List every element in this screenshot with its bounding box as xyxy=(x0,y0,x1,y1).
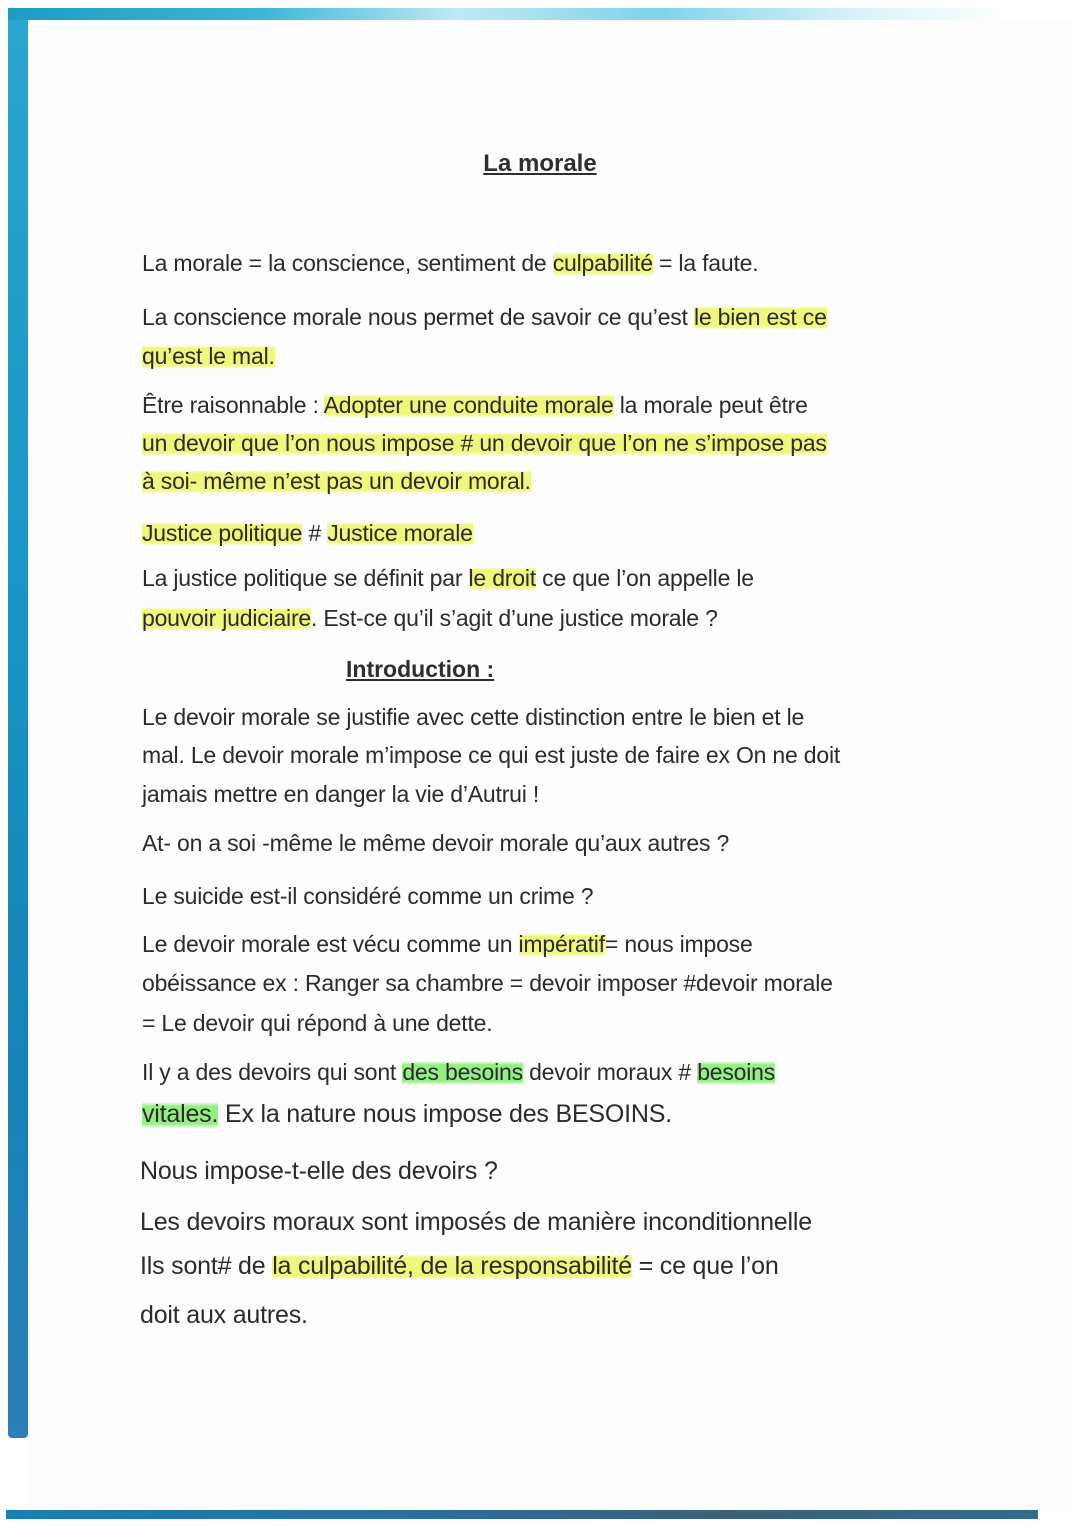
text-span: = Le devoir qui répond à une dette. xyxy=(142,1010,493,1036)
text-line xyxy=(142,605,718,632)
text-line xyxy=(142,250,758,277)
text-line xyxy=(142,392,808,419)
text-line xyxy=(142,520,473,547)
text-line xyxy=(142,1059,775,1086)
text-line xyxy=(142,343,275,370)
highlight-yellow: à soi- même n’est pas un devoir moral. xyxy=(142,468,531,494)
text-span: Il y a des devoirs qui sont xyxy=(142,1059,403,1085)
text-line xyxy=(142,970,833,997)
text-span: obéissance ex : Ranger sa chambre = devoir imposer #devoir morale xyxy=(142,970,833,996)
highlight-yellow: le bien est ce xyxy=(693,304,827,330)
highlight-yellow: Adopter une conduite morale xyxy=(323,392,614,418)
highlight-yellow: le droit xyxy=(468,565,536,591)
text-span: Ils sont# de xyxy=(140,1252,273,1280)
text-span: jamais mettre en danger la vie d’Autrui ! xyxy=(142,781,540,807)
text-span: doit aux autres. xyxy=(140,1301,308,1329)
text-line xyxy=(142,931,753,958)
text-span: = la faute. xyxy=(652,250,759,276)
text-span: ce que l’on appelle le xyxy=(535,565,754,591)
text-span: mal. Le devoir morale m’impose ce qui est juste de faire ex On ne doit xyxy=(142,742,841,768)
text-span: = nous impose xyxy=(604,931,753,957)
page-title: La morale xyxy=(483,150,597,177)
highlight-green: vitales. xyxy=(142,1100,219,1128)
text-line xyxy=(142,883,593,910)
text-line xyxy=(142,1010,492,1037)
text-span: devoir moraux # xyxy=(522,1059,698,1085)
scan-edge-top xyxy=(8,8,1008,20)
text-span: La justice politique se définit par xyxy=(142,565,469,591)
highlight-yellow: culpabilité xyxy=(552,250,653,276)
text-span: # xyxy=(302,520,328,546)
highlight-yellow: Justice morale xyxy=(327,520,473,546)
text-line xyxy=(140,1301,308,1330)
text-line xyxy=(142,1100,672,1129)
text-span: la morale peut être xyxy=(613,392,808,418)
text-line xyxy=(142,304,827,331)
text-span: = ce que l’on xyxy=(631,1252,779,1280)
section-heading: Introduction : xyxy=(346,656,495,682)
text-span: Être raisonnable : xyxy=(142,392,324,418)
text-span: Le devoir morale se justifie avec cette distinction entre le bien et le xyxy=(142,704,805,730)
highlight-yellow: pouvoir judiciaire xyxy=(142,605,311,631)
text-span: At- on a soi -même le même devoir morale qu’aux autres ? xyxy=(142,830,730,856)
text-line xyxy=(142,742,840,769)
highlight-yellow: la culpabilité, de la responsabilité xyxy=(272,1252,632,1280)
text-line xyxy=(142,430,827,457)
text-span: Le devoir morale est vécu comme un xyxy=(142,931,519,957)
text-line xyxy=(142,830,729,857)
text-span: . Est-ce qu’il s’agit d’une justice morale ? xyxy=(311,605,718,631)
highlight-green: besoins xyxy=(697,1059,776,1085)
text-span: Ex la nature nous impose des BESOINS. xyxy=(218,1100,672,1128)
highlight-yellow: un devoir que l’on nous impose # un devoir que l’on ne s’impose pas xyxy=(142,430,827,456)
text-line xyxy=(142,565,754,592)
highlight-yellow: impératif xyxy=(518,931,605,957)
text-span: Nous impose-t-elle des devoirs ? xyxy=(140,1157,498,1185)
highlight-yellow: qu’est le mal. xyxy=(142,343,275,369)
text-span: La conscience morale nous permet de savoir ce qu’est xyxy=(142,304,694,330)
text-span: Le suicide est-il considéré comme un crime ? xyxy=(142,883,594,909)
text-line xyxy=(140,1208,812,1237)
highlight-green: des besoins xyxy=(402,1059,523,1085)
text-span: La morale = la conscience, sentiment de xyxy=(142,250,553,276)
text-line xyxy=(142,781,539,808)
text-line xyxy=(140,1157,498,1186)
text-line xyxy=(140,1252,779,1281)
text-line xyxy=(142,468,531,495)
text-line xyxy=(142,704,804,731)
scan-edge-left xyxy=(8,8,28,1438)
scan-edge-bottom xyxy=(6,1510,1038,1519)
highlight-yellow: Justice politique xyxy=(142,520,303,546)
text-span: Les devoirs moraux sont imposés de manière inconditionnelle xyxy=(140,1208,812,1236)
